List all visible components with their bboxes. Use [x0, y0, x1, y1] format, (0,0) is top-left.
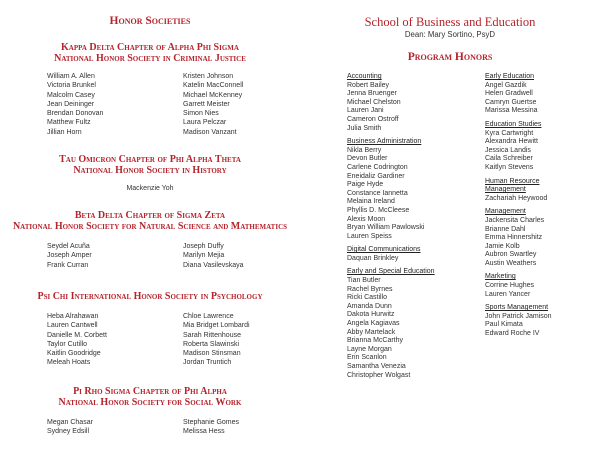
program-education-studies [485, 121, 552, 173]
honoree-name: Jamie Kolb [485, 242, 520, 250]
honoree-name: Amanda Dunn [347, 302, 392, 310]
program-sports-management [485, 304, 552, 338]
member-column-2 [183, 72, 243, 137]
society-heading-natural-science [0, 210, 300, 232]
honoree-name: Ricki Castillo [347, 294, 388, 302]
member-list-social-work [47, 418, 277, 438]
honoree-name: Abby Martelack [347, 328, 396, 336]
program-title: Marketing [485, 273, 516, 281]
honoree-name: Corrine Hughes [485, 282, 535, 290]
honoree-name: Lauren Yancer [485, 290, 531, 298]
honoree-name: Angela Kagiavas [347, 320, 400, 328]
member-name: Roberta Slawinski [183, 340, 240, 348]
member-column-2 [183, 242, 244, 270]
society-heading-psychology [0, 291, 300, 302]
member-name: William A. Allen [47, 73, 95, 80]
member-name: Matthew Fultz [47, 119, 91, 127]
honoree-name: Edward Roche IV [485, 330, 540, 338]
member-name: Kristen Johnson [183, 73, 234, 80]
honoree-name: Christopher Wolgast [347, 371, 411, 379]
honoree-name: Phyllis D. McCleese [347, 206, 410, 214]
member-column-2 [183, 312, 250, 368]
member-name: Danielle M. Corbett [47, 331, 107, 339]
honoree-name: Marissa Messina [485, 107, 538, 115]
member-column-1 [47, 418, 93, 437]
member-list-natural-science [47, 242, 277, 272]
honoree-name: Robert Bailey [347, 81, 390, 89]
member-name: Sydney Edsill [47, 428, 90, 436]
program-column-1 [347, 73, 435, 380]
honoree-name: Aubron Swartley [485, 251, 537, 259]
honoree-name: Devon Butler [347, 155, 388, 163]
right-page [300, 0, 600, 463]
program-title-line: Management [485, 186, 526, 194]
member-column-1 [47, 312, 107, 368]
society-heading-criminal-justice [0, 42, 300, 64]
member-name: Heba Alrahawan [47, 313, 99, 320]
society-heading-line: Pi Rho Sigma Chapter of Phi Alpha [73, 386, 227, 397]
honoree-name: Constance Iannetta [347, 189, 408, 197]
program-title: Management [485, 208, 526, 216]
member-name: Meleah Hoats [47, 359, 91, 367]
honoree-name: John Patrick Jamison [485, 312, 552, 320]
honoree-name: Rachel Byrnes [347, 285, 393, 293]
honoree-name: Nikla Berry [347, 146, 382, 154]
member-name: Frank Curran [47, 261, 89, 269]
society-heading-line: Tau Omicron Chapter of Phi Alpha Theta [59, 154, 241, 165]
honoree-name: Caila Schreiber [485, 155, 533, 163]
program-title: Early Education [485, 73, 535, 80]
honoree-name: Dakota Hurwitz [347, 311, 395, 319]
member-name: Joseph Amper [47, 252, 92, 260]
member-name: Brendan Donovan [47, 110, 104, 118]
honoree-name: Camryn Guertse [485, 98, 537, 106]
honoree-name: Jackensita Charles [485, 216, 545, 224]
program-early-special-education [347, 268, 435, 380]
honoree-name: Angel Gazdik [485, 81, 527, 89]
member-list-psychology [47, 312, 277, 369]
program-title: Accounting [347, 73, 382, 80]
member-name: Taylor Cutillo [47, 340, 88, 348]
honoree-name: Layne Morgan [347, 345, 392, 353]
honoree-name: Eneidaliz Gardiner [347, 172, 405, 180]
honoree-name: Jenna Bruenger [347, 90, 397, 98]
honoree-name: Jessica Landis [485, 146, 531, 154]
honoree-name: Paige Hyde [347, 181, 384, 189]
dean-line: Dean: Mary Sortino, PsyD [404, 30, 496, 39]
member-name: Lauren Cantwell [47, 322, 98, 330]
honoree-name: Brianne Dahl [485, 225, 526, 233]
program-title: Business Administration [347, 138, 422, 146]
program-early-education [485, 73, 552, 116]
program-human-resource-management [485, 178, 552, 204]
program-title: Digital Communications [347, 246, 421, 254]
honoree-name: Melaina Ireland [347, 198, 395, 206]
member-name: Malcolm Casey [47, 91, 95, 99]
member-name: Madison Stinsman [183, 350, 241, 358]
member-column-1 [47, 242, 92, 270]
member-name: Sarah Rittenhouse [183, 331, 241, 339]
honoree-name: Julia Smith [347, 124, 382, 132]
honoree-name: Paul Kimata [485, 321, 523, 329]
society-heading-line: Kappa Delta Chapter of Alpha Phi Sigma [61, 42, 239, 53]
society-heading-line: National Honor Society in Criminal Justice [54, 53, 246, 64]
member-name: Mia Bridget Lombardi [183, 322, 250, 330]
honoree-name: Kaitlyn Stevens [485, 163, 534, 171]
honoree-name: Brianna McCarthy [347, 337, 404, 345]
school-title: School of Business and Education [364, 15, 536, 29]
program-title: Education Studies [485, 120, 542, 128]
member-name: Laura Pelczar [183, 119, 227, 127]
member-name: Jordan Truntich [183, 359, 232, 367]
member-name: Megan Chasar [47, 419, 93, 426]
society-heading-line: Beta Delta Chapter of Sigma Zeta [74, 210, 226, 221]
member-name: Melissa Hess [183, 428, 225, 436]
member-name: Victoria Brunkel [47, 82, 96, 90]
society-heading-line: National Honor Society in History [73, 165, 227, 176]
honoree-name: Alexis Moon [347, 215, 386, 223]
honoree-name: Bryan William Pawlowski [347, 224, 425, 232]
society-heading-line: Psi Chi International Honor Society in Psychology [37, 291, 263, 302]
honoree-name: Michael Chelston [347, 98, 401, 106]
honoree-name: Alexandra Hewitt [485, 138, 538, 146]
member-name: Garrett Meister [183, 100, 230, 108]
program-title: Sports Management [485, 304, 549, 312]
member-name: Joseph Duffy [183, 243, 224, 250]
honoree-name: Helen Gradwell [485, 90, 533, 98]
member-name: Kaitlin Goodridge [47, 350, 101, 358]
honoree-name: Carlene Codrington [347, 163, 408, 171]
member-name: Madison Vanzant [183, 128, 237, 136]
program-management [485, 208, 552, 268]
honoree-name: Lauren Speiss [347, 232, 392, 240]
program-column-2 [485, 73, 552, 339]
society-heading-line: National Honor Society for Natural Science and Mathematics [12, 221, 288, 232]
program-digital-communications [347, 246, 435, 263]
member-name: Stephanie Gomes [183, 419, 240, 426]
honor-societies-title: Honor Societies [109, 15, 191, 27]
member-name: Diana Vasilevskaya [183, 261, 244, 269]
honoree-name: Zachariah Heywood [485, 194, 548, 202]
honoree-name: Samantha Venezia [347, 363, 406, 370]
society-heading-history [0, 154, 300, 176]
member-column-2 [183, 418, 239, 437]
member-name: Jillian Horn [47, 128, 82, 136]
program-title: Early and Special Education [347, 268, 435, 276]
program-title-line: Human Resource [485, 177, 540, 185]
society-heading-line: National Honor Society for Social Work [58, 397, 242, 408]
program-business-administration [347, 138, 435, 241]
honoree-name: Daquan Brinkley [347, 254, 399, 262]
member-name: Katelin MacConnell [183, 82, 244, 90]
member-name: Michael McKenney [183, 91, 243, 99]
honoree-name: Emma Hinnershitz [485, 234, 543, 242]
program-honors-title: Program Honors [407, 51, 493, 63]
member-name: Jean Deininger [47, 100, 95, 108]
member-list-criminal-justice [47, 72, 277, 138]
honoree-name: Austin Weathers [485, 259, 537, 267]
member-column-1 [47, 72, 103, 137]
honoree-name: Tian Butler [347, 277, 381, 285]
honoree-name: Lauren Jani [347, 107, 384, 115]
society-heading-social-work [0, 386, 300, 408]
member-name: Mackenzie Yoh [126, 185, 174, 192]
member-name: Seydel Acuña [47, 243, 90, 250]
honoree-name: Erin Scanlon [347, 354, 387, 362]
honoree-name: Cameron Ostroff [347, 115, 399, 123]
honoree-name: Kyra Cartwright [485, 129, 534, 137]
member-name: Simon Nies [183, 110, 219, 118]
member-name: Chloe Lawrence [183, 313, 234, 320]
program-accounting [347, 73, 435, 133]
member-name: Marilyn Mejia [183, 252, 225, 260]
program-marketing [485, 273, 552, 299]
